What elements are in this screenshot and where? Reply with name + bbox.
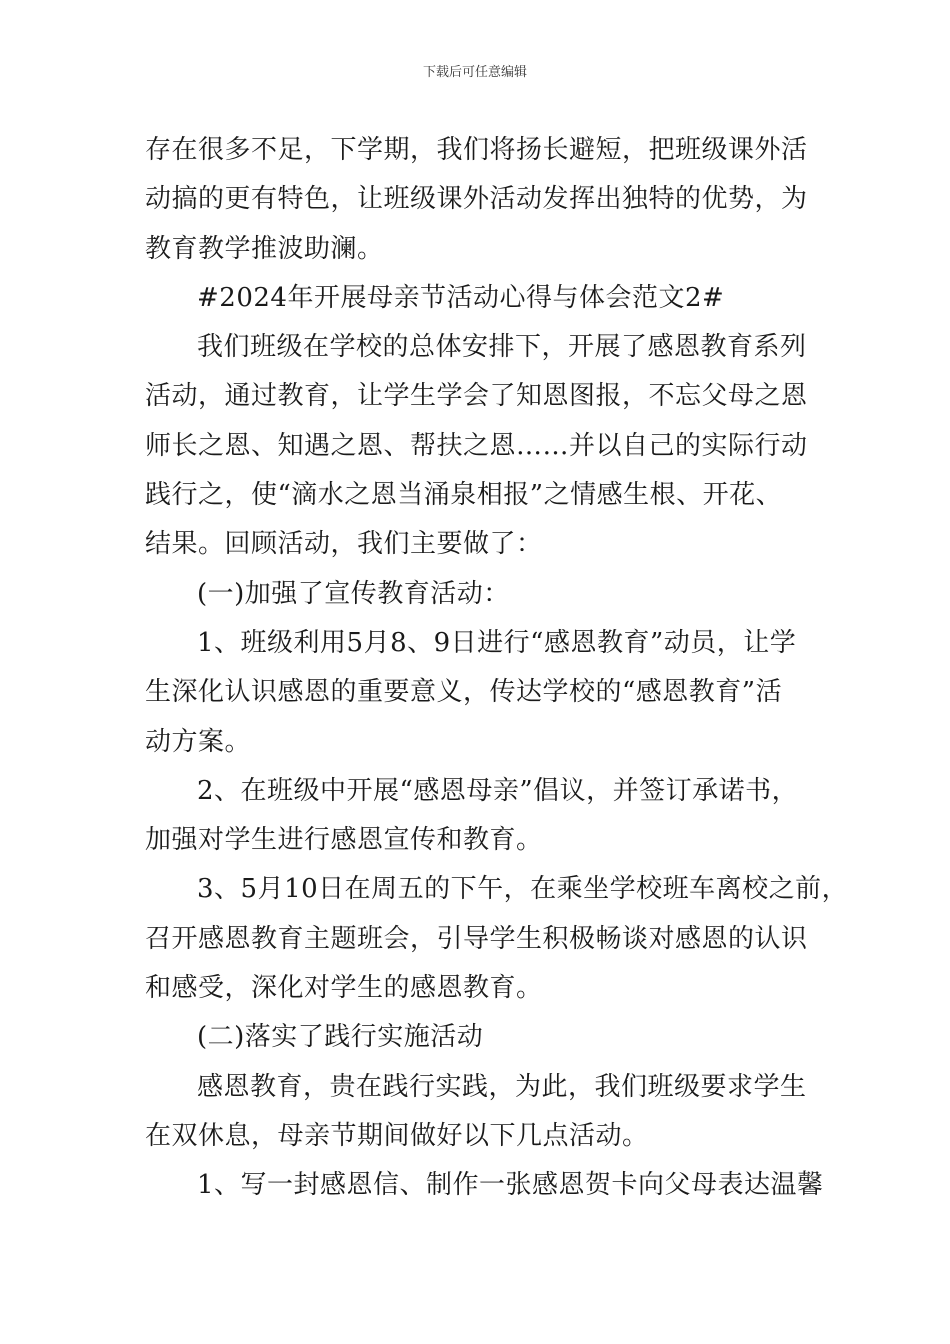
text-line: 加强对学生进行感恩宣传和教育。	[145, 825, 543, 856]
text-line: 师长之恩、知遇之恩、帮扶之恩……并以自己的实际行动	[145, 430, 808, 461]
text-line: 3、5月10日在周五的下午，在乘坐学校班车离校之前，	[197, 874, 849, 905]
text-line: 动搞的更有特色，让班级课外活动发挥出独特的优势，为	[145, 184, 808, 215]
text-line: (一)加强了宣传教育活动：	[197, 578, 510, 609]
text-line: 在双休息，母亲节期间做好以下几点活动。	[145, 1120, 649, 1151]
text-line: 和感受，深化对学生的感恩教育。	[145, 973, 543, 1004]
page-header: 下载后可任意编辑	[422, 65, 527, 80]
text-line: 1、写一封感恩信、制作一张感恩贺卡向父母表达温馨	[197, 1170, 824, 1201]
text-line: #2024年开展母亲节活动心得与体会范文2#	[197, 282, 725, 313]
text-line: (二)落实了践行实施活动	[197, 1022, 484, 1053]
text-line: 动方案。	[145, 726, 252, 757]
text-line: 教育教学推波助澜。	[145, 233, 384, 264]
text-line: 感恩教育，贵在践行实践，为此，我们班级要求学生	[197, 1071, 807, 1102]
text-line: 践行之，使“滴水之恩当涌泉相报”之情感生根、开花、	[145, 480, 783, 511]
text-line: 生深化认识感恩的重要意义，传达学校的“感恩教育”活	[145, 677, 783, 708]
document-body	[145, 126, 849, 1211]
text-line: 召开感恩教育主题班会，引导学生积极畅谈对感恩的认识	[145, 923, 808, 954]
text-line: 结果。回顾活动，我们主要做了：	[145, 529, 543, 560]
text-line: 活动，通过教育，让学生学会了知恩图报，不忘父母之恩	[145, 381, 808, 412]
text-line: 我们班级在学校的总体安排下，开展了感恩教育系列	[197, 332, 807, 363]
text-line: 1、班级利用5月8、9日进行“感恩教育”动员，让学	[197, 627, 797, 658]
text-line: 2、在班级中开展“感恩母亲”倡议，并签订承诺书，	[197, 775, 799, 806]
text-line: 存在很多不足，下学期，我们将扬长避短，把班级课外活	[145, 135, 808, 165]
